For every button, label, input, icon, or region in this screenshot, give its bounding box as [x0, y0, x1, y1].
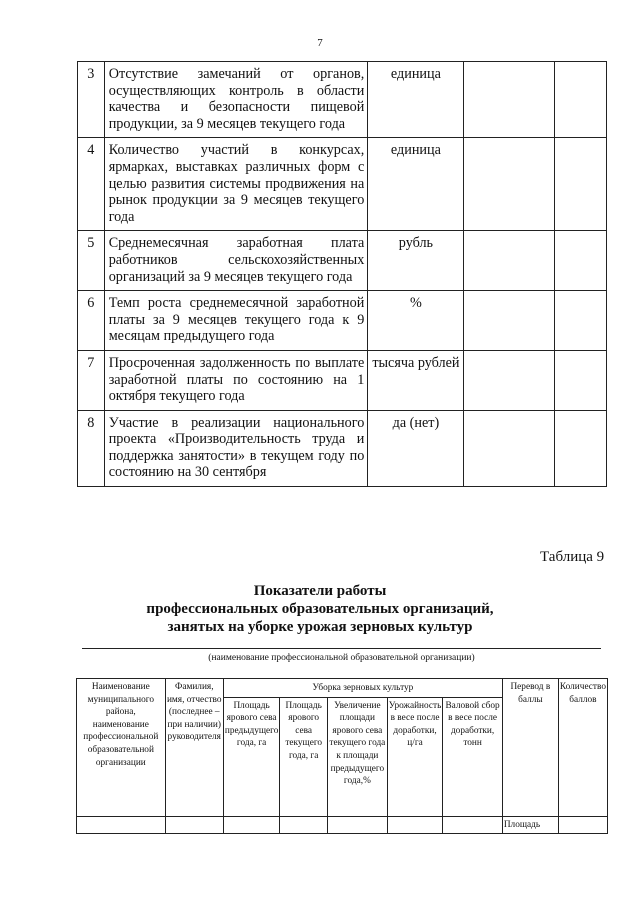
table-cell: [223, 816, 279, 834]
row-number: 6: [78, 291, 105, 351]
header-harvest: Уборка зерновых культур: [223, 679, 502, 698]
table-cell: [387, 816, 443, 834]
table-row: [78, 291, 607, 351]
table-title-line2: профессиональных образовательных организаций,: [146, 601, 494, 617]
value-cell: [463, 62, 554, 138]
row-number: 4: [78, 138, 105, 231]
table-cell: [558, 816, 607, 834]
indicator-name: Просроченная задолженность по выплате заработной платы по состоянию на 1 октября текущего года: [104, 350, 368, 410]
value-cell: [554, 231, 606, 291]
unit-of-measure: рубль: [368, 231, 463, 291]
value-cell: [463, 350, 554, 410]
table-cell: [328, 816, 388, 834]
last-row-area-cell: Площадь: [502, 816, 558, 834]
header-municipality: Наименование муниципального района, наименование профессиональной образовательной организации: [77, 679, 166, 817]
value-cell: [554, 62, 606, 138]
header-yield: Урожайность в весе после доработки, ц/га: [387, 697, 443, 816]
page-number: 7: [317, 37, 323, 49]
header-points-conversion: Перевод в баллы: [502, 679, 558, 817]
row-number: 8: [78, 410, 105, 486]
table-row: [78, 231, 607, 291]
table-cell: [280, 816, 328, 834]
header-points-count: Количество баллов: [558, 679, 607, 817]
value-cell: [554, 350, 606, 410]
value-cell: [463, 231, 554, 291]
unit-of-measure: единица: [368, 138, 463, 231]
row-number: 7: [78, 350, 105, 410]
harvest-table: [76, 678, 608, 834]
indicator-name: Среднемесячная заработная плата работников сельскохозяйственных организаций за 9 месяцев текущего года: [104, 231, 368, 291]
indicator-name: Количество участий в конкурсах, ярмарках, выставках различных форм с целью развития системы продвижения на рынок продукции за 9 месяцев текущего года: [104, 138, 368, 231]
value-cell: [554, 138, 606, 231]
table-row: [78, 138, 607, 231]
header-head-name: Фамилия, имя, отчество (последнее – при наличии) руководителя: [165, 679, 223, 817]
table-cell: [165, 816, 223, 834]
indicator-name: Отсутствие замечаний от органов, осуществляющих контроль в области качества и безопасности пищевой продукции, за 9 месяцев текущего года: [104, 62, 368, 138]
indicator-name: Темп роста среднемесячной заработной платы за 9 месяцев текущего года к 9 месяцам предыдущего года: [104, 291, 368, 351]
indicators-table: [77, 61, 607, 487]
header-area-curr: Площадь ярового сева текущего года, га: [280, 697, 328, 816]
row-number: 5: [78, 231, 105, 291]
unit-of-measure: тысяча рублей: [368, 350, 463, 410]
header-area-prev: Площадь ярового сева предыдущего года, га: [223, 697, 279, 816]
table-label: Таблица 9: [540, 549, 605, 565]
header-gross: Валовой сбор в весе после доработки, тонн: [443, 697, 503, 816]
value-cell: [463, 138, 554, 231]
table-row: [78, 410, 607, 486]
value-cell: [554, 291, 606, 351]
table-cell: [443, 816, 503, 834]
row-number: 3: [78, 62, 105, 138]
value-cell: [463, 410, 554, 486]
unit-of-measure: да (нет): [368, 410, 463, 486]
indicator-name: Участие в реализации национального проекта «Производительность труда и поддержка занятости» в текущем году по состоянию на 30 сентября: [104, 410, 368, 486]
table-title-line1: Показатели работы: [253, 583, 387, 599]
value-cell: [554, 410, 606, 486]
organization-name-line: [82, 648, 601, 649]
table-cell: [77, 816, 166, 834]
table-row: [78, 62, 607, 138]
header-area-increase: Увеличение площади ярового сева текущего года к площади предыдущего года,%: [328, 697, 388, 816]
value-cell: [463, 291, 554, 351]
unit-of-measure: единица: [368, 62, 463, 138]
table-title-line3: занятых на уборке урожая зерновых культур: [167, 619, 473, 635]
table-row: [78, 350, 607, 410]
unit-of-measure: %: [368, 291, 463, 351]
organization-caption: (наименование профессиональной образовательной организации): [208, 653, 475, 663]
